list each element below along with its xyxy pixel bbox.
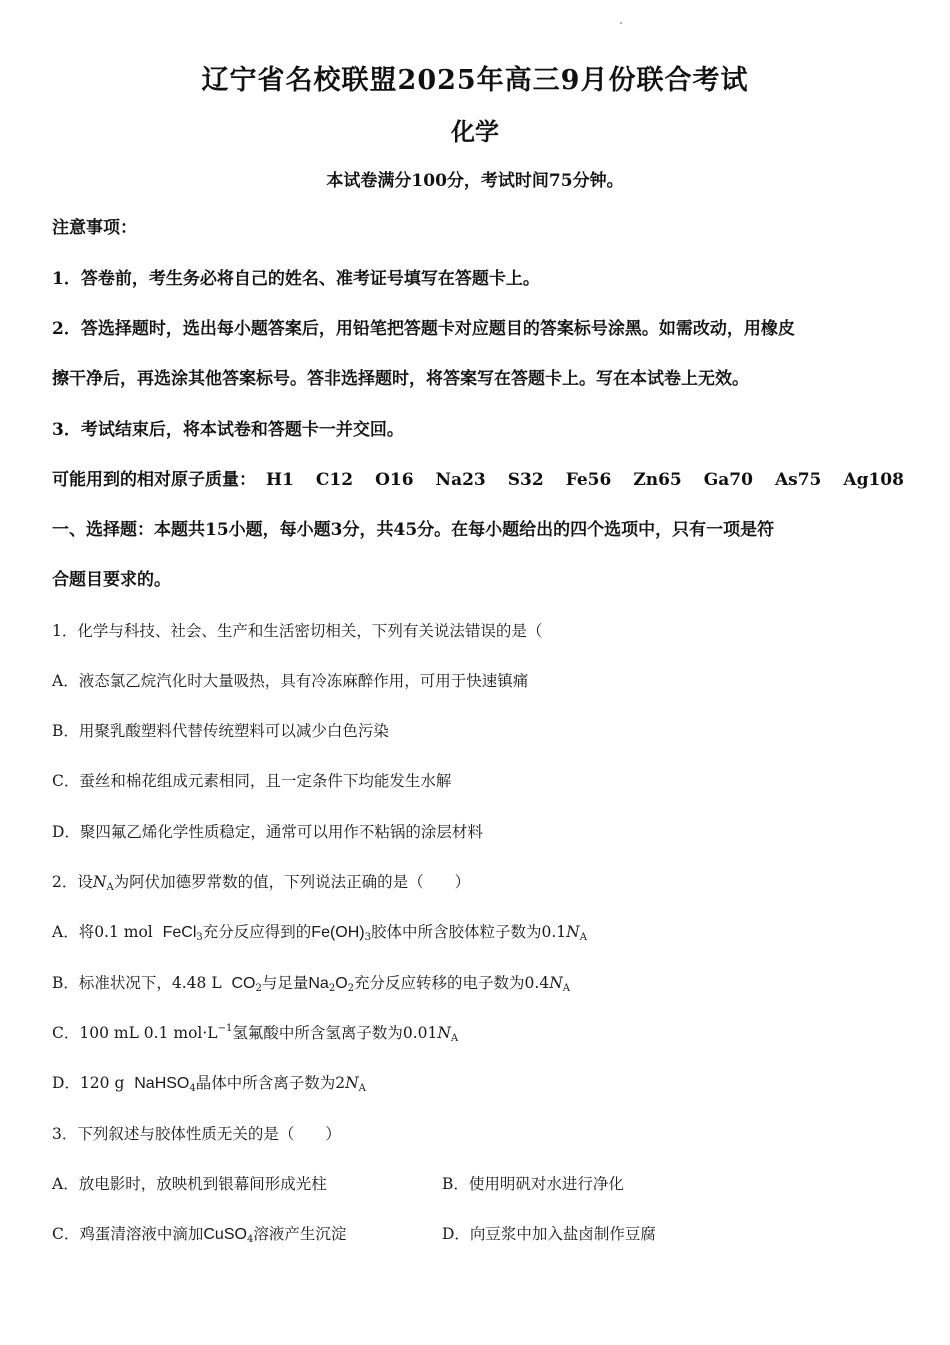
score-time-line: 本试卷满分100分，考试时间75分钟。: [326, 171, 624, 191]
q3-options-ab-row: [52, 1172, 910, 1196]
mass-as: As75: [774, 470, 822, 490]
q3c-post: 溶液产生沉淀: [253, 1225, 347, 1243]
scan-speck: [620, 22, 622, 24]
q1-option-b: B．用聚乳酸塑料代替传统塑料可以减少白色污染: [52, 722, 389, 740]
q3c-formula-cuso4: CuSO: [203, 1226, 247, 1243]
section-1-heading-line-1: 一、选择题：本题共15小题，每小题3分，共45分。在每小题给出的四个选项中，只有一项是符: [52, 520, 775, 540]
q3-stem: 3．下列叙述与胶体性质无关的是（ ）: [52, 1125, 341, 1143]
note-1: 1．答卷前，考生务必将自己的姓名、准考证号填写在答题卡上。: [52, 269, 540, 289]
q2b-na-sub: A: [562, 983, 570, 994]
q2c-superscript: −1: [217, 1023, 233, 1034]
q2b-post: 充分反应转移的电子数为0.4: [354, 974, 550, 992]
q2b-formula-na-sub: 2: [328, 983, 336, 994]
mass-fe: Fe56: [565, 470, 612, 490]
q2-stem-pre: 2．设: [52, 873, 93, 891]
q2-option-a: [52, 920, 910, 945]
q2-stem: [52, 870, 910, 894]
q3-options-cd-row: [52, 1222, 910, 1247]
mass-na: Na23: [435, 470, 486, 490]
q2d-formula-nahso4: NaHSO: [134, 1075, 190, 1092]
mass-s: S32: [507, 470, 544, 490]
avogadro-subscript: A: [106, 882, 114, 893]
atomic-masses-label: 可能用到的相对原子质量：: [52, 470, 256, 490]
mass-o: O16: [375, 470, 414, 490]
q2d-na-sub: A: [358, 1083, 366, 1094]
q2b-formula-o-sub: 2: [347, 983, 355, 994]
q3-option-a: A．放电影时，放映机到银幕间形成光柱: [52, 1175, 327, 1193]
q2-stem-post: 为阿伏加德罗常数的值，下列说法正确的是（ ）: [113, 873, 471, 891]
q2a-formula-fecl3: FeCl: [162, 924, 197, 941]
note-2-line-2: 擦干净后，再选涂其他答案标号。答非选择题时，将答案写在答题卡上。写在本试卷上无效。: [52, 369, 749, 389]
mass-ga: Ga70: [703, 470, 753, 490]
q3-option-b: B．使用明矾对水进行净化: [442, 1175, 624, 1193]
atomic-masses-line: [52, 468, 910, 492]
mass-zn: Zn65: [633, 470, 682, 490]
q2b-na: N: [549, 974, 563, 992]
section-1-heading-line-2: 合题目要求的。: [52, 570, 171, 590]
q2a-na-sub: A: [579, 932, 587, 943]
q2a-formula-feoh3: Fe(OH): [311, 924, 365, 941]
q2-option-c: [52, 1021, 910, 1045]
q2a-post: 胶体中所含胶体粒子数为0.1: [371, 923, 567, 941]
mass-h: H1: [266, 470, 294, 490]
q3-option-c: [52, 1225, 346, 1243]
q2d-post: 晶体中所含离子数为2: [195, 1074, 346, 1092]
exam-title: 辽宁省名校联盟2025年高三9月份联合考试: [201, 65, 749, 96]
q3c-formula-cuso4-sub: 4: [246, 1234, 254, 1245]
q1-stem: 1．化学与科技、社会、生产和生活密切相关，下列有关说法错误的是（: [52, 622, 543, 640]
q1-option-c: C．蚕丝和棉花组成元素相同，且一定条件下均能发生水解: [52, 772, 452, 790]
mass-ag: Ag108: [843, 470, 904, 490]
q3c-pre: C．鸡蛋清溶液中滴加: [52, 1225, 204, 1243]
q2a-formula-feoh3-sub: 3: [364, 932, 371, 943]
q2b-formula-co2-sub: 2: [255, 983, 262, 994]
q2a-na: N: [566, 923, 580, 941]
q3-option-d: D．向豆浆中加入盐卤制作豆腐: [442, 1225, 656, 1243]
q2a-mid: 充分反应得到的: [202, 923, 312, 941]
avogadro-symbol: N: [92, 873, 107, 891]
note-3: 3．考试结束后，将本试卷和答题卡一并交回。: [52, 420, 404, 440]
q2d-na: N: [345, 1074, 359, 1092]
q2-option-d: [52, 1071, 910, 1096]
q2b-formula-o: O: [335, 975, 348, 992]
q2c-na: N: [437, 1024, 451, 1042]
note-2-line-1: 2．答选择题时，选出每小题答案后，用铅笔把答题卡对应题目的答案标号涂黑。如需改动，用橡皮: [52, 319, 795, 339]
q2a-formula-fecl3-sub: 3: [196, 932, 203, 943]
q2b-pre: B．标准状况下，4.48 L: [52, 974, 222, 992]
q2d-pre: D．120 g: [52, 1074, 125, 1092]
q2-option-b: [52, 971, 910, 996]
q2b-mid: 与足量: [261, 974, 309, 992]
q2b-formula-co2: CO: [231, 975, 256, 992]
mass-c: C12: [315, 470, 354, 490]
q2c-na-sub: A: [450, 1033, 459, 1044]
q2c-post: 氢氟酸中所含氢离子数为0.01: [232, 1024, 438, 1042]
q1-option-a: A．液态氯乙烷汽化时大量吸热，具有冷冻麻醉作用，可用于快速镇痛: [52, 672, 529, 690]
q2b-formula-na: Na: [308, 975, 329, 992]
q2a-pre: A．将0.1 mol: [52, 923, 153, 941]
q2c-pre: C．100 mL 0.1 mol·L: [52, 1024, 218, 1042]
q1-option-d: D．聚四氟乙烯化学性质稳定，通常可以用作不粘锅的涂层材料: [52, 823, 483, 841]
notes-heading: 注意事项：: [52, 218, 137, 238]
q2d-formula-nahso4-sub: 4: [189, 1083, 196, 1094]
subject-title: 化学: [451, 117, 499, 146]
